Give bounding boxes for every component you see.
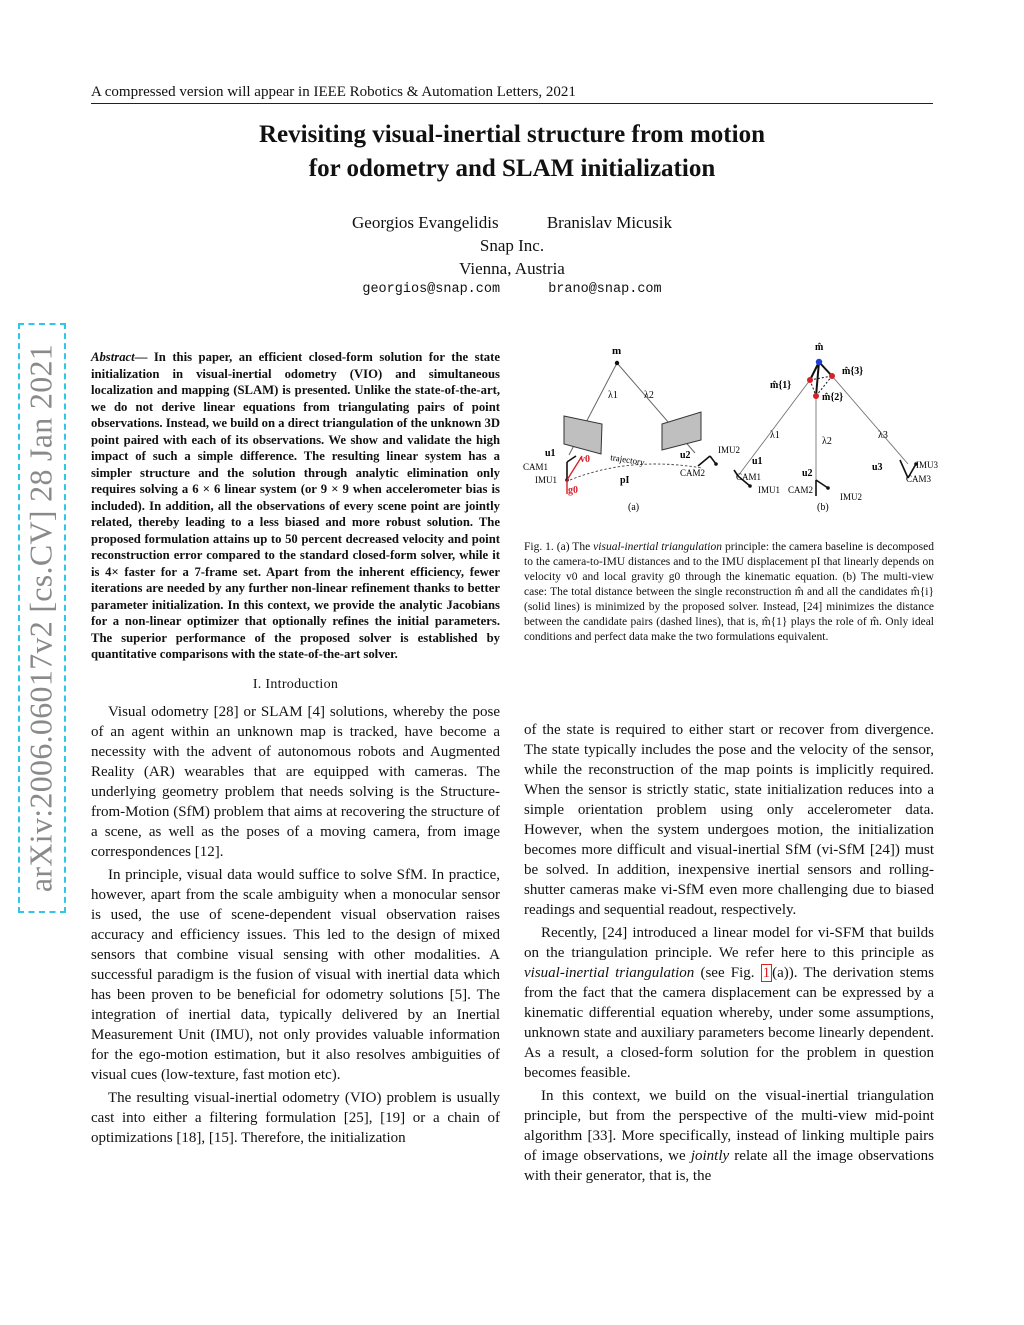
email-2: brano@snap.com bbox=[548, 282, 662, 297]
caption-text: (a) The bbox=[553, 541, 594, 553]
imu1-b-origin bbox=[748, 484, 752, 488]
candidate-m1 bbox=[807, 377, 813, 383]
author-emails bbox=[120, 282, 904, 297]
label-m1: m̂{1} bbox=[770, 380, 792, 391]
label-b-imu2: IMU2 bbox=[840, 492, 862, 502]
label-m2: m̂{2} bbox=[822, 392, 844, 403]
paper-title bbox=[120, 118, 904, 186]
author-names bbox=[120, 211, 904, 234]
imu2-origin bbox=[714, 462, 718, 466]
section-heading-introduction: I. Introduction bbox=[252, 676, 339, 692]
label-b-lambda2: λ2 bbox=[822, 436, 832, 447]
right-paragraph-3 bbox=[524, 1086, 934, 1186]
label-cam2: CAM2 bbox=[680, 468, 706, 478]
label-b-lambda3: λ3 bbox=[878, 430, 888, 441]
label-v0: v0 bbox=[580, 454, 590, 465]
label-b-cam2: CAM2 bbox=[788, 485, 814, 495]
figure-1-caption bbox=[524, 540, 934, 645]
label-b-u1: u1 bbox=[752, 456, 763, 467]
label-m: m bbox=[612, 345, 622, 357]
label-lambda2: λ2 bbox=[644, 390, 654, 401]
author-name-1: Georgios Evangelidis bbox=[352, 213, 499, 232]
figure-ref-link[interactable]: 1 bbox=[762, 965, 771, 981]
figure-1-diagram bbox=[520, 338, 946, 528]
imu2-b-origin bbox=[826, 486, 830, 490]
right-column bbox=[524, 720, 934, 1186]
text-span: (see Fig. bbox=[694, 965, 761, 981]
image-plane-1 bbox=[564, 416, 602, 454]
title-line-2: for odometry and SLAM initialization bbox=[308, 155, 716, 182]
label-pI: pI bbox=[620, 475, 630, 486]
intro-paragraph-3: The resulting visual-inertial odometry (VIO) problem is usually cast into either a filtering formulation [25], [19] or a chain of optimizations [18], [15]. Therefore, the initialization bbox=[91, 1089, 500, 1146]
camera-axis bbox=[698, 456, 710, 466]
label-cam1: CAM1 bbox=[523, 462, 549, 472]
caption-text: principle: the camera baseline is decomposed to the camera-to-IMU distances and to the IMU displacement pI that linearly depends on velocity v0 and local gravity g0 through the kinematic equation. (b) The multi-view case: The total distance between the single reconstruction m̂ and all the candidates m̂{i} (solid lines) is minimized by the proposed solver. Instead, [24] minimizes the distance between the candidate pairs (dashed lines), that is, m̂{1} plays the role of m̂. Only ideal conditions and perfect data make the two formulations equivalent. bbox=[524, 541, 934, 643]
camera-axis bbox=[816, 480, 828, 488]
email-1: georgios@snap.com bbox=[362, 282, 501, 297]
label-b-imu3: IMU3 bbox=[916, 460, 938, 470]
label-b-cam3: CAM3 bbox=[906, 474, 932, 484]
title-line-1: Revisiting visual-inertial structure from motion bbox=[259, 121, 765, 148]
panel-b bbox=[734, 342, 938, 513]
affiliation: Snap Inc. bbox=[479, 236, 545, 255]
text-span: (a)). The derivation stems from the fact that the camera displacement can be expressed by a kinematic differential equation whereby, under some assumptions, unknown state and auxiliary parameters become linearly dependent. As a result, a closed-form solution for the problem in question becomes feasible. bbox=[524, 965, 934, 1081]
label-b-cam1: CAM1 bbox=[736, 472, 762, 482]
right-paragraph-1: of the state is required to either start or recover from divergence. The state typically includes the pose and the velocity of the sensor, while the reconstruction of the map points is implicitly required. When the sensor is strictly static, state initialization reduces into a simple orientation problem using only accelerometer data. However, when the system undergoes motion, the initialization becomes more difficult and visual-inertial SfM (vi-SfM [24]) must be solved. In addition, inexpensive inertial sensors and rolling-shutter cameras make vi-SfM even more challenging due to biased readings and sequential readout, respectively. bbox=[524, 722, 934, 918]
label-imu2: IMU2 bbox=[718, 445, 740, 455]
text-span: In this context, we build on the visual-inertial triangulation principle, but from the perspective of the multi-view mid-point algorithm [33]. More specifically, instead of linking multiple pairs of image observations, we bbox=[524, 1088, 934, 1164]
label-trajectory: trajectory bbox=[609, 452, 646, 468]
left-column bbox=[91, 349, 500, 1148]
point-mhat bbox=[816, 359, 822, 365]
caption-label: Fig. 1. bbox=[524, 541, 554, 553]
label-b-lambda1: λ1 bbox=[770, 430, 780, 441]
emphasis: jointly bbox=[690, 1148, 730, 1164]
location: Vienna, Austria bbox=[459, 259, 565, 278]
intro-paragraph-2: In principle, visual data would suffice to solve SfM. In practice, however, apart from the scale ambiguity when a monocular sensor is used, the use of scene-dependent visual observation raises accuracy and efficiency issues. This led to the design of mixed sensors that combine visual sensing with other modalities. A successful paradigm is the fusion of visual with inertial data which has been proven to be beneficial for odometry solutions [5]. The integration of inertial data, typically delivered by an Inertial Measurement Unit (IMU), not only provides valuable information for the ego-motion estimation, but it also resolves ambiguities of visual cues (low-texture, fast motion etc). bbox=[91, 866, 500, 1083]
abstract bbox=[91, 349, 500, 663]
author-block bbox=[120, 211, 904, 280]
abstract-label: Abstract bbox=[91, 350, 135, 364]
label-g0: g0 bbox=[568, 485, 578, 496]
ray-line bbox=[832, 376, 908, 464]
label-b-u2: u2 bbox=[802, 468, 813, 479]
image-plane-2 bbox=[662, 412, 701, 450]
camera-axis bbox=[567, 456, 576, 462]
panel-a-label: (a) bbox=[628, 502, 640, 513]
label-mhat: m̂ bbox=[815, 342, 824, 353]
ray-line bbox=[738, 380, 810, 476]
candidate-m3 bbox=[829, 373, 835, 379]
label-b-u3: u3 bbox=[872, 462, 883, 473]
header-note: A compressed version will appear in IEEE Robotics & Automation Letters, 2021 bbox=[91, 84, 933, 104]
author-name-2: Branislav Micusik bbox=[546, 213, 672, 232]
label-u1: u1 bbox=[545, 448, 556, 459]
label-imu1: IMU1 bbox=[535, 475, 557, 485]
arxiv-stamp[interactable]: arXiv:2006.06017v2 [cs.CV] 28 Jan 2021 bbox=[22, 343, 59, 893]
figure-1 bbox=[520, 338, 946, 528]
point-m bbox=[615, 361, 619, 365]
label-u2: u2 bbox=[680, 450, 691, 461]
emphasis: visual-inertial triangulation bbox=[524, 965, 695, 981]
caption-emphasis: visual-inertial triangulation bbox=[593, 541, 723, 553]
right-paragraph-2 bbox=[524, 923, 934, 1083]
panel-a bbox=[523, 345, 740, 513]
label-m3: m̂{3} bbox=[842, 366, 864, 377]
candidate-m2 bbox=[813, 393, 819, 399]
text-span: relate all the image observations with their generator, that is, the bbox=[524, 1148, 934, 1184]
panel-b-label: (b) bbox=[817, 502, 829, 513]
label-lambda1: λ1 bbox=[608, 390, 618, 401]
label-b-imu1: IMU1 bbox=[758, 485, 780, 495]
text-span: Recently, [24] introduced a linear model for vi-SFM that builds on the triangulation principle. We refer here to this principle as bbox=[524, 925, 934, 961]
intro-paragraph-1: Visual odometry [28] or SLAM [4] solutions, whereby the pose of an agent within an unknown map is tracked, have become a necessity with the advent of autonomous robots and Augmented Reality (AR) wearables that are equipped with cameras. The underlying geometry problem that needs solving is the Structure-from-Motion (SfM) problem that aims at recovering the structure of a scene, as well as the poses of a moving camera, from image correspondences [12]. bbox=[91, 703, 500, 860]
abstract-text: — In this paper, an efficient closed-form solution for the state initialization in visual-inertial odometry (VIO) and simultaneous localization and mapping (SLAM) is presented. Unlike the state-of-the-art, we do not derive linear equations from triangulating pairs of point observations. Instead, we build on a direct triangulation of the unknown 3D point paired with each of its observations. We show and validate the high impact of such a simple difference. The resulting linear system has a simpler structure and the solution through analytic elimination only requires solving a 6 × 6 linear system (or 9 × 9 when accelerometer bias is included). In addition, all the observations of every scene point are jointly related, thereby leading to a less biased and more robust solution. The proposed formulation attains up to 50 percent decreased velocity and point reconstruction error compared to the standard closed-form solver, while it is 4× faster for a 7-frame set. Apart from the inherent efficiency, fewer iterations are needed by any further non-linear refinement thanks to better parameter initialization. In this context, we provide the analytic Jacobians for a non-linear optimizer that optionally refines the initial parameters. The superior performance of the proposed solver is established by quantitative comparisons with the state-of-the-art solver. bbox=[91, 350, 500, 661]
